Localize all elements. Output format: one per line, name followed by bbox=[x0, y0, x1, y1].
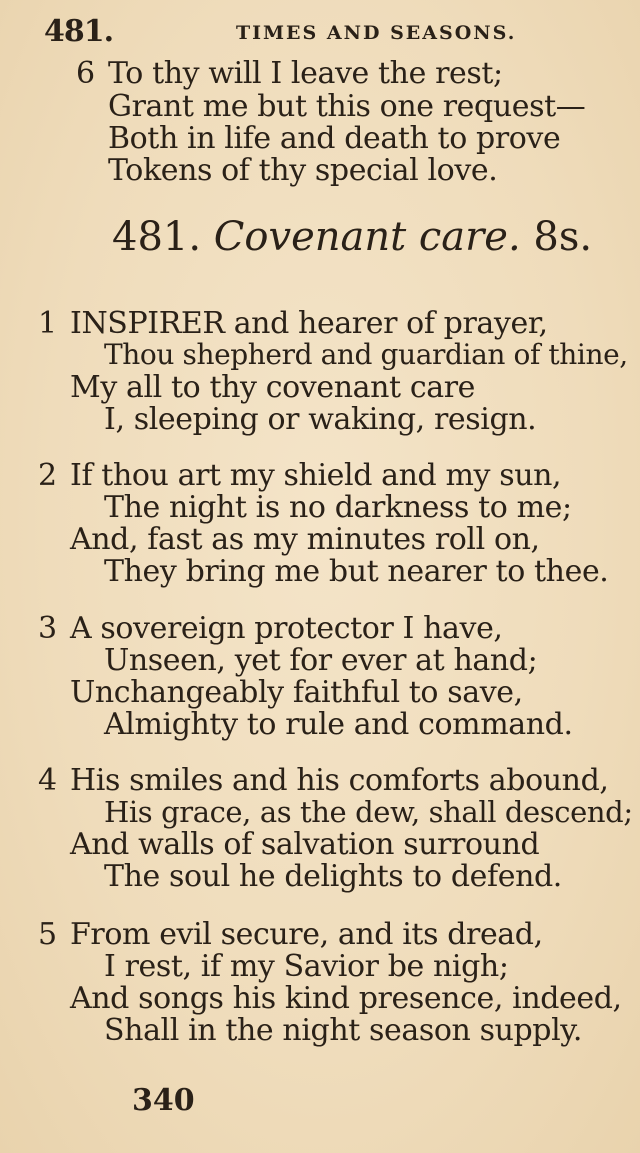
hymn-meter: 8s. bbox=[533, 214, 593, 260]
verse-line: His smiles and his comforts abound, bbox=[70, 763, 609, 798]
verse-line: A sovereign protector I have, bbox=[70, 611, 503, 646]
verse-line: And, fast as my minutes roll on, bbox=[70, 522, 540, 557]
verse-line: Unchangeably faithful to save, bbox=[70, 675, 523, 710]
verse-line: Unseen, yet for ever at hand; bbox=[104, 643, 538, 678]
verse-line: And songs his kind presence, indeed, bbox=[70, 981, 622, 1016]
verse-line: And walls of salvation surround bbox=[70, 827, 540, 862]
verse-line: I rest, if my Savior be nigh; bbox=[104, 949, 509, 984]
verse-number: 1 bbox=[38, 306, 58, 341]
running-head-hymn-number: 481. bbox=[44, 14, 114, 49]
verse-line: Almighty to rule and command. bbox=[104, 707, 573, 742]
verse-line: Shall in the night season supply. bbox=[104, 1013, 583, 1048]
verse-line: If thou art my shield and my sun, bbox=[70, 458, 562, 493]
hymn-number: 481. bbox=[112, 214, 202, 260]
verse-line: INSPIRER and hearer of prayer, bbox=[70, 306, 548, 341]
verse-line: My all to thy covenant care bbox=[70, 370, 475, 405]
verse-number: 3 bbox=[38, 611, 58, 646]
verse-line: Both in life and death to prove bbox=[108, 121, 561, 156]
verse-line: They bring me but nearer to thee. bbox=[104, 554, 609, 589]
verse-line: The night is no darkness to me; bbox=[104, 490, 572, 525]
verse-number: 6 bbox=[76, 56, 96, 91]
hymn-title: Covenant care. bbox=[213, 214, 521, 260]
verse-line: Grant me but this one request— bbox=[108, 89, 586, 124]
verse-line: To thy will I leave the rest; bbox=[108, 56, 503, 91]
hymn-heading bbox=[112, 214, 592, 260]
page-number: 340 bbox=[132, 1083, 195, 1118]
verse-line: Tokens of thy special love. bbox=[108, 153, 498, 188]
verse-line: His grace, as the dew, shall descend; bbox=[104, 795, 633, 829]
verse-number: 4 bbox=[38, 763, 58, 798]
verse-line: The soul he delights to defend. bbox=[104, 859, 562, 894]
verse-line: From evil secure, and its dread, bbox=[70, 917, 543, 952]
verse-number: 5 bbox=[38, 917, 58, 952]
verse-number: 2 bbox=[38, 458, 58, 493]
verse-line: I, sleeping or waking, resign. bbox=[104, 402, 537, 437]
verse-line: Thou shepherd and guardian of thine, bbox=[104, 338, 628, 371]
running-head-title: TIMES AND SEASONS. bbox=[236, 22, 517, 44]
